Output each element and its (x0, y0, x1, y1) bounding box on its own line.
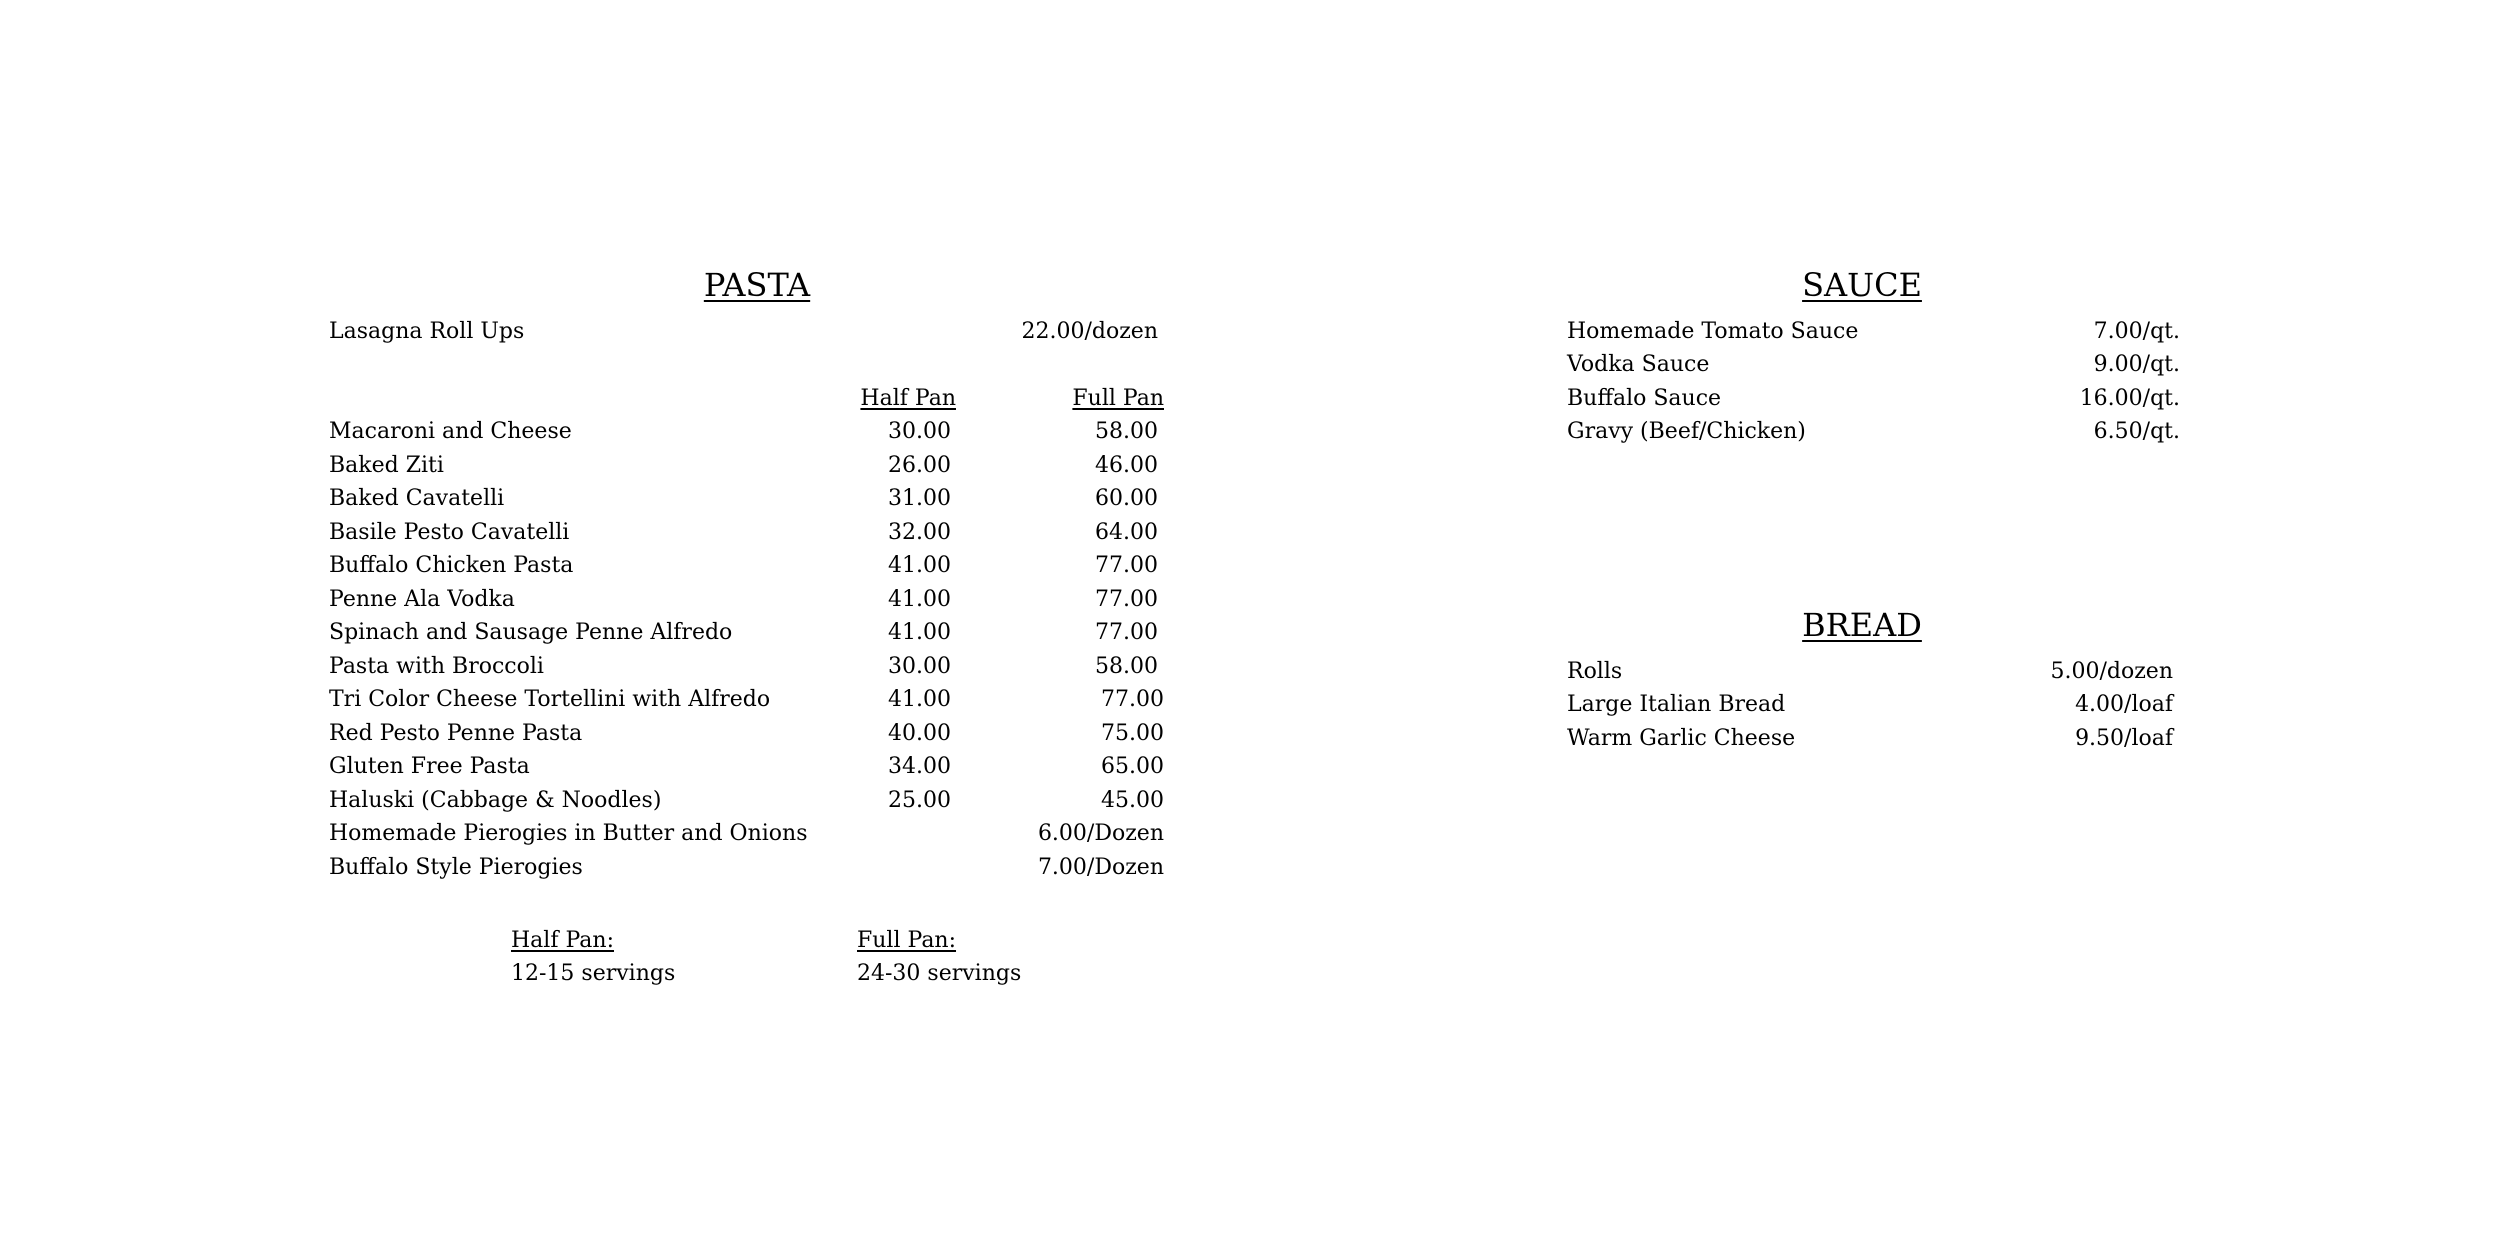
pasta-item-full-price: 46.00 (1095, 453, 1158, 478)
pasta-item-full-price: 60.00 (1095, 486, 1158, 511)
bread-heading: BREAD (1802, 606, 1922, 644)
lasagna-name: Lasagna Roll Ups (329, 319, 525, 344)
pasta-item-half-price: 41.00 (888, 687, 951, 712)
pasta-item-half-price (800, 853, 951, 883)
full-pan-servings-label: Full Pan: (857, 928, 957, 953)
pasta-item-full-price: 77.00 (1095, 587, 1158, 612)
pasta-item-full-price: 77.00 (1095, 620, 1158, 645)
bread-item-name: Large Italian Bread (1567, 692, 1786, 717)
half-pan-header: Half Pan (860, 386, 956, 411)
pasta-item-name: Baked Ziti (329, 453, 444, 478)
pasta-item-full-price: 58.00 (1095, 419, 1158, 444)
pasta-item-half-price: 40.00 (888, 721, 951, 746)
pasta-item-name: Penne Ala Vodka (329, 587, 515, 612)
pasta-item-full-price: 45.00 (1101, 788, 1164, 813)
pasta-item-name: Homemade Pierogies in Butter and Onions (329, 821, 808, 846)
pasta-item-full-price: 77.00 (1095, 553, 1158, 578)
bread-item-name: Rolls (1567, 659, 1623, 684)
pasta-item-half-price: 32.00 (888, 520, 951, 545)
pasta-item-full-price: 58.00 (1095, 654, 1158, 679)
sauce-item-name: Gravy (Beef/Chicken) (1567, 419, 1806, 444)
half-pan-servings-label: Half Pan: (511, 928, 614, 953)
pasta-item-half-price: 31.00 (888, 486, 951, 511)
lasagna-price: 22.00/dozen (1021, 319, 1158, 344)
sauce-item-name: Vodka Sauce (1567, 352, 1710, 377)
pasta-item-half-price: 30.00 (888, 419, 951, 444)
pasta-item-full-price: 65.00 (1101, 754, 1164, 779)
pasta-heading: PASTA (703, 266, 811, 304)
pasta-item-name: Gluten Free Pasta (329, 754, 530, 779)
pasta-item-full-price: 75.00 (1101, 721, 1164, 746)
sauce-item-price: 6.50/qt. (2093, 419, 2180, 444)
pasta-item-full-price: 77.00 (1101, 687, 1164, 712)
pasta-item-name: Basile Pesto Cavatelli (329, 520, 570, 545)
bread-item-price: 4.00/loaf (2075, 692, 2173, 717)
half-pan-servings-value: 12-15 servings (511, 961, 676, 986)
pasta-item-full-price: 6.00/Dozen (1037, 821, 1164, 846)
pasta-item-full-price: 64.00 (1095, 520, 1158, 545)
pasta-item-half-price: 41.00 (888, 620, 951, 645)
sauce-item-name: Homemade Tomato Sauce (1567, 319, 1859, 344)
full-pan-servings-value: 24-30 servings (857, 961, 1022, 986)
pasta-item-name: Buffalo Style Pierogies (329, 855, 583, 880)
pasta-item-name: Macaroni and Cheese (329, 419, 572, 444)
pasta-item-half-price: 34.00 (888, 754, 951, 779)
sauce-item-price: 9.00/qt. (2093, 352, 2180, 377)
pasta-item-name: Tri Color Cheese Tortellini with Alfredo (329, 687, 771, 712)
pasta-item-half-price: 41.00 (888, 587, 951, 612)
sauce-item-price: 7.00/qt. (2093, 319, 2180, 344)
pasta-item-name: Red Pesto Penne Pasta (329, 721, 583, 746)
sauce-heading: SAUCE (1802, 266, 1922, 304)
pasta-item-half-price (800, 819, 951, 849)
sauce-item-name: Buffalo Sauce (1567, 386, 1722, 411)
pasta-item-name: Haluski (Cabbage & Noodles) (329, 788, 662, 813)
bread-item-name: Warm Garlic Cheese (1567, 726, 1796, 751)
sauce-item-price: 16.00/qt. (2079, 386, 2180, 411)
pasta-item-full-price: 7.00/Dozen (1037, 855, 1164, 880)
pasta-item-name: Buffalo Chicken Pasta (329, 553, 574, 578)
pasta-item-half-price: 25.00 (888, 788, 951, 813)
pasta-item-half-price: 30.00 (888, 654, 951, 679)
pasta-item-name: Pasta with Broccoli (329, 654, 544, 679)
pasta-item-half-price: 41.00 (888, 553, 951, 578)
pasta-item-name: Baked Cavatelli (329, 486, 505, 511)
pasta-item-half-price: 26.00 (888, 453, 951, 478)
pasta-item-name: Spinach and Sausage Penne Alfredo (329, 620, 733, 645)
full-pan-header: Full Pan (1072, 386, 1164, 411)
bread-item-price: 9.50/loaf (2075, 726, 2173, 751)
bread-item-price: 5.00/dozen (2050, 659, 2173, 684)
